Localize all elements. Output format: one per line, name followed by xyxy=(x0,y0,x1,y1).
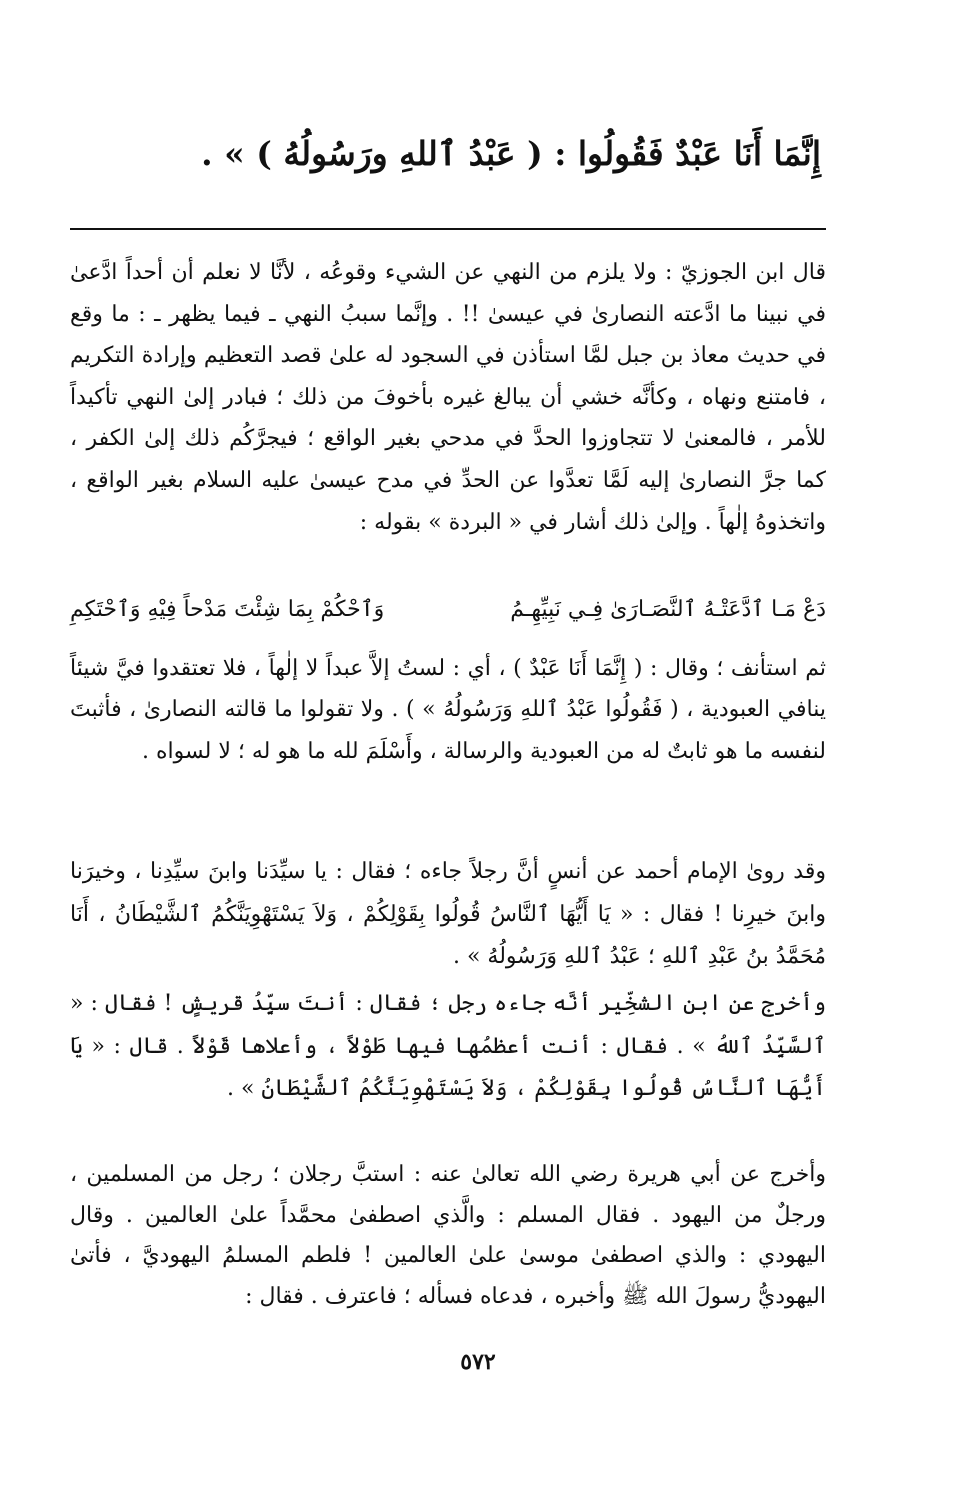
paragraph-ibn-al-jawzi: قال ابن الجوزيّ : ولا يلزم من النهي عن الشيء وقوعُه ، لأنَّا لا نعلم أن أحداً ادَّعىٰ في نبينا ما ادَّعته النصارىٰ في عيسىٰ !! . وإنَّما سببُ النهي ـ فيما يظهر ـ : ما وقع في حديث معاذ بن جبل لمَّا استأذن في السجود له علىٰ قصد التعظيم وإرادة التكريم ، فامتنع ونهاه ، وكأنَّه خشي أن يبالغ غيره بأخوفَ من ذلك ؛ فبادر إلىٰ النهي تأكيداً للأمر ، فالمعنىٰ لا تتجاوزوا الحدَّ في مدحي بغير الواقع ؛ فيجرَّكُم ذلك إلىٰ الكفر ، كما جرَّ النصارىٰ إليه لَمَّا تعدَّوا عن الحدِّ في مدح عيسىٰ عليه السلام بغير الواقع ، واتخذوهُ إلٰهاً . وإلىٰ ذلك أشار في « البردة » بقوله : xyxy=(70,260,826,535)
page-number: ٥٧٢ xyxy=(460,1349,496,1375)
paragraph-explanation: ثم استأنف ؛ وقال : ( إِنَّمَا أَنَا عَبْدٌ ) ، أي : لستُ إلاَّ عبداً لا إلٰهاً ، فلا تعتقدوا فيَّ شيئاً ينافي العبودية ، ( فَقُولُوا عَبْدُ ٱللهِ وَرَسُولُهُ » ) . ولا تقولوا ما قالته النصارىٰ ، فأثبتَ لنفسه ما هو ثابتٌ له من العبودية والرسالة ، وأَسْلَمَ لله ما هو له ؛ لا لسواه . xyxy=(70,656,826,764)
verse-second-hemistich: وَٱحْكُمْ بِمَا شِئْتَ مَدْحاً فِيْهِ وَٱحْتَكِمِ xyxy=(70,597,385,622)
paragraph-ibn-shikhkhir: وأخرج عن ابن الشخِّير أنَّه جاءه رجل ؛ فقال : أنتَ سيِّدُ قريشٍ ! فقال : « ٱلسَّيِّدُ ٱللهُ » . فقال : أنت أعظمُها فيها طَوْلاً ، وأعلاها قَوْلاً . قال : « يَا أَيُّهَا ٱلنَّاسُ قُولُوا بِقَوْلِكُمْ ، وَلاَ يَسْتَهْوِيَنَّكُمُ ٱلشَّيْطَانُ » . xyxy=(70,991,826,1102)
hadith-quote-line: إِنَّمَا أَنَا عَبْدٌ فَقُولُوا : ( عَبْدُ ٱللهِ ورَسُولُهُ ) » . xyxy=(201,134,821,173)
footnote-separator-rule xyxy=(70,228,826,230)
burda-verse xyxy=(70,590,826,630)
paragraph-ahmad-narration: وقد روىٰ الإمام أحمد عن أنسٍ أنَّ رجلاً جاءه ؛ فقال : يا سيِّدَنا وابنَ سيِّدِنا ، وخيرَنا وابنَ خيرِنا ! فقال : « يَا أَيُّهَا ٱلنَّاسُ قُولُوا بِقَوْلِكُمْ ، وَلاَ يَسْتَهْوِيَنَّكُمُ ٱلشَّيْطَانُ ، أَنَا مُحَمَّدُ بنُ عَبْدِ ٱللهِ ؛ عَبْدُ ٱللهِ وَرَسُولُهُ » . xyxy=(70,859,826,969)
paragraph-abu-hurayra: وأخرج عن أبي هريرة رضي الله تعالىٰ عنه : استبَّ رجلان ؛ رجل من المسلمين ، ورجلٌ من اليهود . فقال المسلم : والَّذي اصطفىٰ محمَّداً علىٰ العالمين . وقال اليهودي : والذي اصطفىٰ موسىٰ علىٰ العالمين ! فلطم المسلمُ اليهوديَّ ، فأتىٰ اليهوديُّ رسولَ الله ﷺ وأخبره ، فدعاه فسأله ؛ فاعترف . فقال : xyxy=(70,1162,826,1309)
verse-first-hemistich: دَعْ مَـا ٱدَّعَتْـهُ ٱلنَّصَـارَىٰ فِـي نَبِيِّهِـمُ xyxy=(510,597,826,622)
